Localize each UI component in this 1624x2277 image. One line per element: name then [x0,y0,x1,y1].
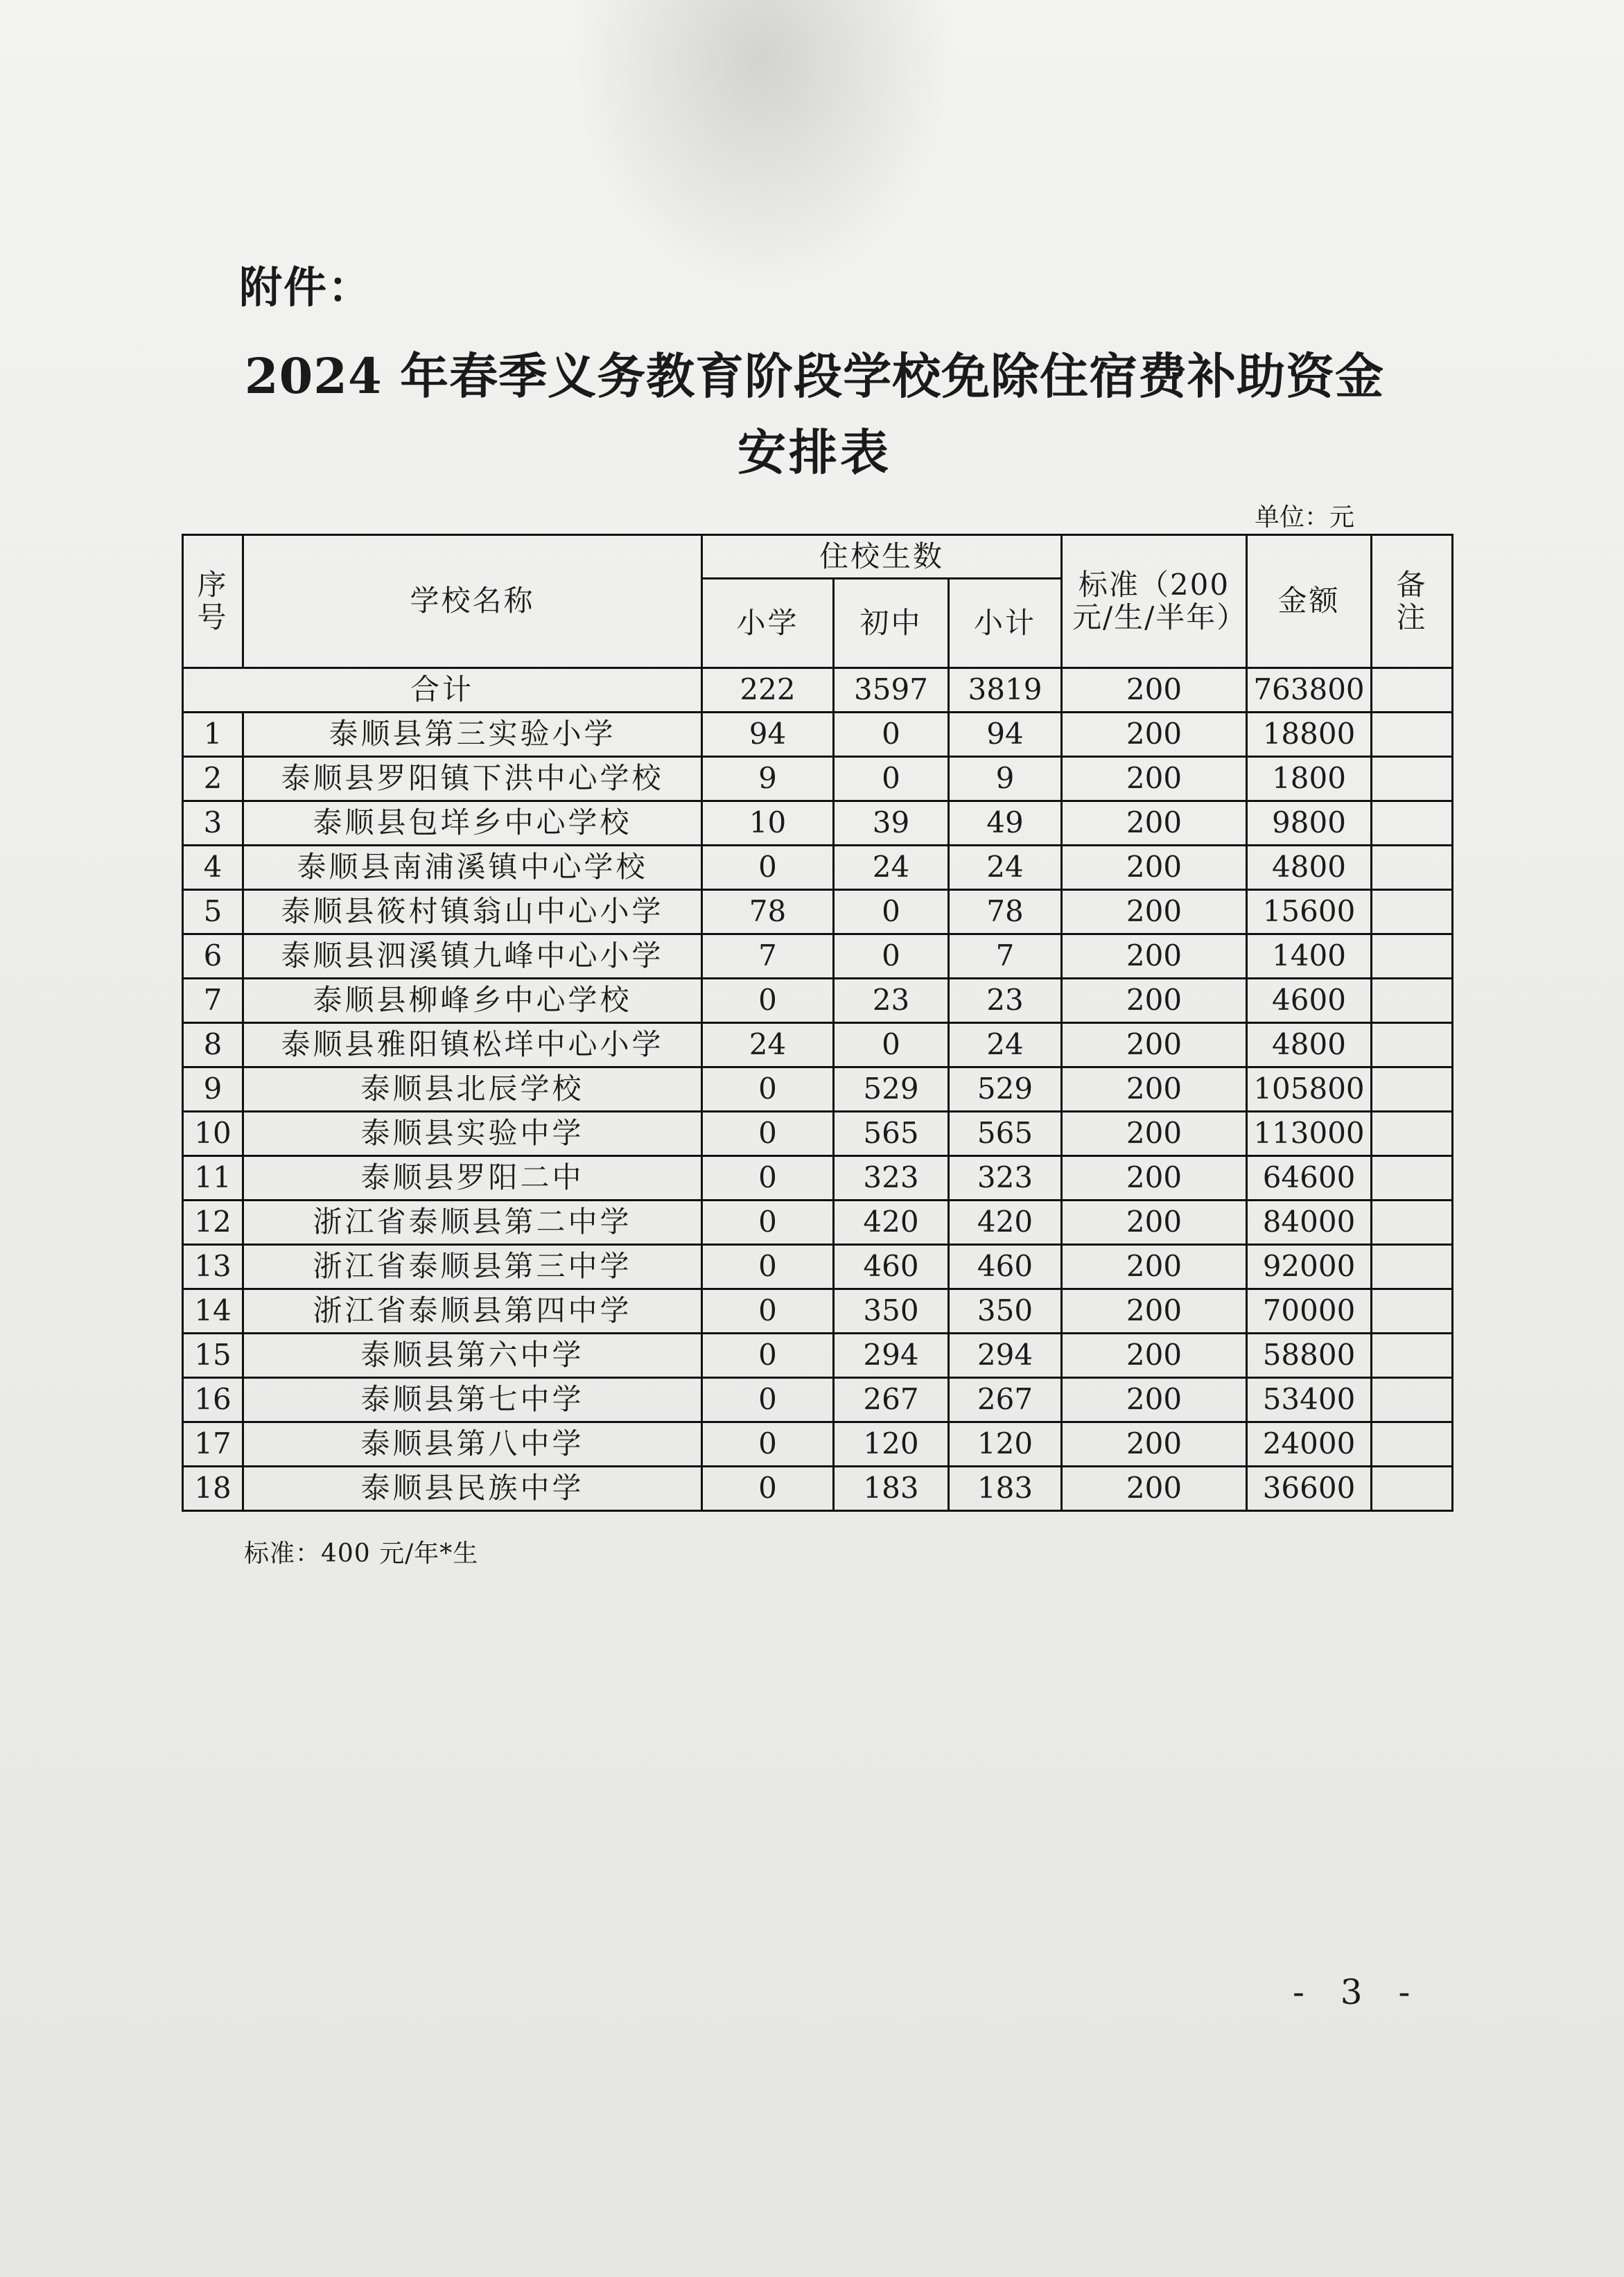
row-junior-count: 183 [834,1467,949,1511]
row-remark [1372,757,1453,801]
row-amount: 70000 [1247,1289,1372,1334]
row-standard: 200 [1062,1156,1247,1201]
header-junior: 初中 [834,578,949,668]
row-seq: 15 [183,1334,243,1378]
table-row [183,1467,1453,1511]
row-seq: 10 [183,1112,243,1156]
row-junior-count: 0 [834,934,949,979]
row-remark [1372,713,1453,757]
table-row [183,1023,1453,1067]
row-primary-count: 0 [702,1422,834,1467]
table-row [183,1112,1453,1156]
row-primary-count: 0 [702,1067,834,1112]
table-row [183,1067,1453,1112]
row-standard: 200 [1062,1467,1247,1511]
row-amount: 84000 [1247,1201,1372,1245]
row-junior-count: 23 [834,979,949,1023]
row-school-name: 浙江省泰顺县第四中学 [243,1289,702,1334]
document-title-line2: 安排表 [737,424,891,481]
standard-footnote: 标准：400 元/年*生 [244,1539,479,1568]
row-seq: 7 [183,979,243,1023]
row-standard: 200 [1062,1289,1247,1334]
total-remark [1372,668,1453,713]
total-row [183,668,1453,713]
header-primary: 小学 [702,578,834,668]
row-standard: 200 [1062,801,1247,846]
page-number: - 3 - [1293,1972,1423,2012]
row-subtotal: 78 [949,890,1062,934]
row-school-name: 泰顺县第七中学 [243,1378,702,1422]
row-remark [1372,801,1453,846]
row-subtotal: 24 [949,1023,1062,1067]
header-seq: 序号 [183,535,243,668]
header-amount: 金额 [1247,535,1372,668]
row-primary-count: 0 [702,1334,834,1378]
row-school-name: 泰顺县泗溪镇九峰中心小学 [243,934,702,979]
row-school-name: 泰顺县民族中学 [243,1467,702,1511]
row-standard: 200 [1062,1112,1247,1156]
row-seq: 13 [183,1245,243,1289]
row-amount: 105800 [1247,1067,1372,1112]
table-body [183,713,1453,1511]
row-subtotal: 94 [949,713,1062,757]
row-school-name: 泰顺县包垟乡中心学校 [243,801,702,846]
row-subtotal: 23 [949,979,1062,1023]
row-junior-count: 120 [834,1422,949,1467]
row-primary-count: 0 [702,1201,834,1245]
allocation-table [182,534,1453,1512]
row-junior-count: 529 [834,1067,949,1112]
row-school-name: 泰顺县实验中学 [243,1112,702,1156]
row-standard: 200 [1062,1201,1247,1245]
row-subtotal: 350 [949,1289,1062,1334]
row-seq: 11 [183,1156,243,1201]
row-junior-count: 39 [834,801,949,846]
row-standard: 200 [1062,713,1247,757]
row-seq: 6 [183,934,243,979]
row-seq: 2 [183,757,243,801]
total-primary: 222 [702,668,834,713]
row-remark [1372,1201,1453,1245]
table-row [183,1201,1453,1245]
table-row [183,846,1453,890]
table-row [183,757,1453,801]
row-subtotal: 267 [949,1378,1062,1422]
row-remark [1372,979,1453,1023]
row-standard: 200 [1062,757,1247,801]
row-seq: 16 [183,1378,243,1422]
row-standard: 200 [1062,890,1247,934]
row-school-name: 泰顺县第三实验小学 [243,713,702,757]
row-seq: 14 [183,1289,243,1334]
row-school-name: 泰顺县柳峰乡中心学校 [243,979,702,1023]
row-remark [1372,1156,1453,1201]
row-school-name: 泰顺县雅阳镇松垟中心小学 [243,1023,702,1067]
row-school-name: 泰顺县第八中学 [243,1422,702,1467]
row-standard: 200 [1062,846,1247,890]
row-seq: 8 [183,1023,243,1067]
row-seq: 4 [183,846,243,890]
row-primary-count: 9 [702,757,834,801]
row-primary-count: 0 [702,979,834,1023]
row-remark [1372,1467,1453,1511]
row-amount: 15600 [1247,890,1372,934]
total-subtotal: 3819 [949,668,1062,713]
row-standard: 200 [1062,1023,1247,1067]
row-subtotal: 183 [949,1467,1062,1511]
total-amount: 763800 [1247,668,1372,713]
row-amount: 1800 [1247,757,1372,801]
header-standard: 标准（200元/生/半年） [1062,535,1247,668]
row-remark [1372,1067,1453,1112]
row-standard: 200 [1062,1067,1247,1112]
row-subtotal: 9 [949,757,1062,801]
row-seq: 3 [183,801,243,846]
row-primary-count: 94 [702,713,834,757]
paper-shadow [568,0,957,291]
unit-label: 单位：元 [1255,503,1355,532]
row-subtotal: 294 [949,1334,1062,1378]
row-junior-count: 0 [834,890,949,934]
header-remark: 备注 [1372,535,1453,668]
row-primary-count: 78 [702,890,834,934]
row-amount: 1400 [1247,934,1372,979]
table-row [183,801,1453,846]
row-junior-count: 24 [834,846,949,890]
row-school-name: 泰顺县北辰学校 [243,1067,702,1112]
header-boarders: 住校生数 [702,535,1062,579]
row-subtotal: 529 [949,1067,1062,1112]
row-remark [1372,1334,1453,1378]
row-remark [1372,1378,1453,1422]
row-primary-count: 0 [702,1245,834,1289]
row-seq: 18 [183,1467,243,1511]
row-school-name: 浙江省泰顺县第三中学 [243,1245,702,1289]
row-amount: 24000 [1247,1422,1372,1467]
row-school-name: 泰顺县罗阳二中 [243,1156,702,1201]
table-row [183,713,1453,757]
table-row [183,979,1453,1023]
row-remark [1372,1422,1453,1467]
table-row [183,1378,1453,1422]
row-junior-count: 0 [834,713,949,757]
total-junior: 3597 [834,668,949,713]
table-row [183,1334,1453,1378]
row-remark [1372,846,1453,890]
row-subtotal: 7 [949,934,1062,979]
row-standard: 200 [1062,1245,1247,1289]
row-remark [1372,1289,1453,1334]
table-row [183,1156,1453,1201]
row-amount: 58800 [1247,1334,1372,1378]
row-subtotal: 460 [949,1245,1062,1289]
header-subtotal: 小计 [949,578,1062,668]
row-remark [1372,1245,1453,1289]
row-junior-count: 294 [834,1334,949,1378]
row-amount: 113000 [1247,1112,1372,1156]
row-junior-count: 460 [834,1245,949,1289]
row-amount: 36600 [1247,1467,1372,1511]
table-row [183,1422,1453,1467]
row-remark [1372,934,1453,979]
row-seq: 12 [183,1201,243,1245]
row-seq: 1 [183,713,243,757]
row-amount: 4600 [1247,979,1372,1023]
table-row [183,1289,1453,1334]
row-subtotal: 323 [949,1156,1062,1201]
row-junior-count: 420 [834,1201,949,1245]
row-standard: 200 [1062,1334,1247,1378]
row-primary-count: 0 [702,846,834,890]
row-subtotal: 420 [949,1201,1062,1245]
row-standard: 200 [1062,979,1247,1023]
row-school-name: 泰顺县罗阳镇下洪中心学校 [243,757,702,801]
row-primary-count: 0 [702,1112,834,1156]
row-amount: 53400 [1247,1378,1372,1422]
row-primary-count: 0 [702,1378,834,1422]
row-amount: 4800 [1247,1023,1372,1067]
row-remark [1372,1023,1453,1067]
row-seq: 17 [183,1422,243,1467]
row-remark [1372,890,1453,934]
row-primary-count: 0 [702,1467,834,1511]
row-primary-count: 0 [702,1289,834,1334]
row-seq: 5 [183,890,243,934]
row-primary-count: 7 [702,934,834,979]
row-junior-count: 565 [834,1112,949,1156]
row-subtotal: 565 [949,1112,1062,1156]
row-junior-count: 350 [834,1289,949,1334]
row-school-name: 浙江省泰顺县第二中学 [243,1201,702,1245]
header-row-1 [183,535,1453,579]
row-school-name: 泰顺县南浦溪镇中心学校 [243,846,702,890]
row-amount: 64600 [1247,1156,1372,1201]
row-amount: 9800 [1247,801,1372,846]
row-subtotal: 49 [949,801,1062,846]
row-junior-count: 323 [834,1156,949,1201]
row-junior-count: 0 [834,1023,949,1067]
row-junior-count: 267 [834,1378,949,1422]
row-amount: 92000 [1247,1245,1372,1289]
row-subtotal: 120 [949,1422,1062,1467]
row-school-name: 泰顺县第六中学 [243,1334,702,1378]
row-amount: 4800 [1247,846,1372,890]
row-primary-count: 10 [702,801,834,846]
table-row [183,934,1453,979]
total-standard: 200 [1062,668,1247,713]
row-seq: 9 [183,1067,243,1112]
row-school-name: 泰顺县筱村镇翁山中心小学 [243,890,702,934]
row-junior-count: 0 [834,757,949,801]
row-primary-count: 0 [702,1156,834,1201]
row-standard: 200 [1062,1422,1247,1467]
row-primary-count: 24 [702,1023,834,1067]
row-standard: 200 [1062,1378,1247,1422]
table-row [183,890,1453,934]
row-standard: 200 [1062,934,1247,979]
total-label: 合计 [183,668,702,713]
row-subtotal: 24 [949,846,1062,890]
row-remark [1372,1112,1453,1156]
attachment-label: 附件： [239,262,373,313]
header-school: 学校名称 [243,535,702,668]
table-row [183,1245,1453,1289]
row-amount: 18800 [1247,713,1372,757]
document-title: 2024 年春季义务教育阶段学校免除住宿费补助资金 [244,347,1385,405]
